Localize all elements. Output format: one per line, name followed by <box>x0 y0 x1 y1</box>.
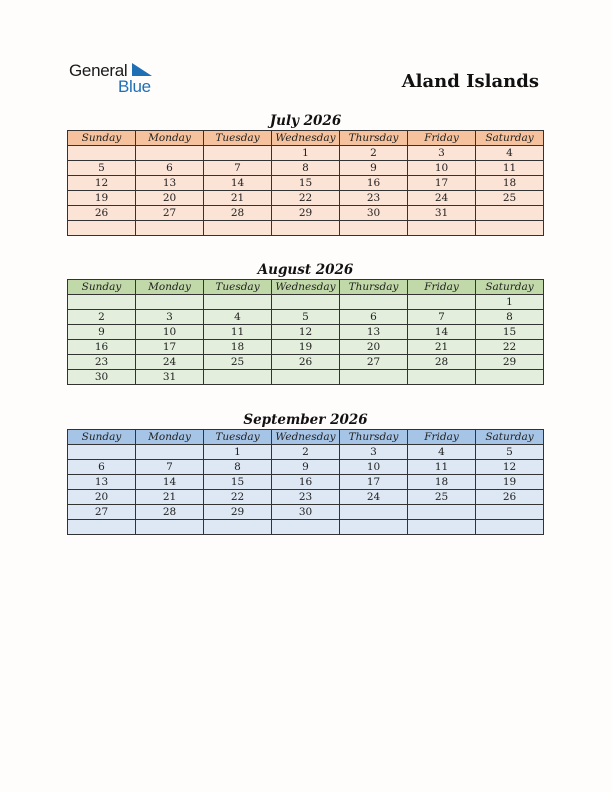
day-cell <box>340 221 408 236</box>
day-cell <box>340 520 408 535</box>
day-cell: 14 <box>136 475 204 490</box>
day-cell: 1 <box>204 445 272 460</box>
day-cell <box>204 520 272 535</box>
day-cell: 31 <box>136 370 204 385</box>
day-cell: 10 <box>408 161 476 176</box>
day-cell: 22 <box>272 191 340 206</box>
day-cell: 24 <box>340 490 408 505</box>
day-cell: 25 <box>476 191 544 206</box>
calendar-grid <box>67 279 544 385</box>
day-cell: 27 <box>340 355 408 370</box>
day-cell <box>408 505 476 520</box>
day-cell: 11 <box>408 460 476 475</box>
day-cell: 6 <box>340 310 408 325</box>
day-cell: 15 <box>204 475 272 490</box>
week-row <box>68 340 544 355</box>
day-cell: 9 <box>340 161 408 176</box>
day-cell: 28 <box>204 206 272 221</box>
day-cell <box>68 146 136 161</box>
day-cell: 25 <box>408 490 476 505</box>
weekday-header: Thursday <box>340 280 408 295</box>
day-cell: 18 <box>408 475 476 490</box>
day-cell: 19 <box>68 191 136 206</box>
week-row <box>68 295 544 310</box>
generalblue-logo <box>69 60 169 96</box>
day-cell: 11 <box>476 161 544 176</box>
day-cell: 8 <box>272 161 340 176</box>
month-july <box>67 112 544 236</box>
day-cell: 27 <box>136 206 204 221</box>
day-cell: 15 <box>272 176 340 191</box>
weekday-header: Friday <box>408 131 476 146</box>
day-cell: 19 <box>476 475 544 490</box>
weekday-header-row <box>68 430 544 445</box>
week-row <box>68 460 544 475</box>
day-cell: 4 <box>204 310 272 325</box>
weekday-header: Tuesday <box>204 280 272 295</box>
week-row <box>68 206 544 221</box>
day-cell: 5 <box>272 310 340 325</box>
day-cell: 28 <box>408 355 476 370</box>
day-cell: 22 <box>204 490 272 505</box>
day-cell: 12 <box>272 325 340 340</box>
day-cell <box>204 221 272 236</box>
day-cell <box>204 146 272 161</box>
day-cell: 20 <box>68 490 136 505</box>
weekday-header: Friday <box>408 430 476 445</box>
day-cell: 16 <box>272 475 340 490</box>
weekday-header: Wednesday <box>272 131 340 146</box>
month-title: July 2026 <box>269 113 342 129</box>
day-cell: 2 <box>68 310 136 325</box>
day-cell <box>408 221 476 236</box>
weekday-header: Thursday <box>340 430 408 445</box>
day-cell: 9 <box>272 460 340 475</box>
day-cell: 6 <box>136 161 204 176</box>
day-cell: 16 <box>340 176 408 191</box>
weekday-header: Sunday <box>68 131 136 146</box>
weekday-header: Friday <box>408 280 476 295</box>
day-cell: 20 <box>340 340 408 355</box>
week-row <box>68 146 544 161</box>
day-cell <box>476 221 544 236</box>
day-cell <box>68 445 136 460</box>
day-cell: 26 <box>476 490 544 505</box>
day-cell <box>408 370 476 385</box>
week-row <box>68 221 544 236</box>
day-cell: 30 <box>272 505 340 520</box>
day-cell: 21 <box>408 340 476 355</box>
day-cell <box>476 520 544 535</box>
day-cell: 29 <box>272 206 340 221</box>
day-cell: 21 <box>136 490 204 505</box>
day-cell <box>136 295 204 310</box>
week-row <box>68 505 544 520</box>
day-cell: 1 <box>476 295 544 310</box>
logo-text-blue: Blue <box>118 77 151 96</box>
month-august <box>67 261 544 385</box>
day-cell <box>68 295 136 310</box>
weekday-header: Thursday <box>340 131 408 146</box>
day-cell: 7 <box>408 310 476 325</box>
day-cell: 13 <box>68 475 136 490</box>
weekday-header: Tuesday <box>204 131 272 146</box>
day-cell <box>136 445 204 460</box>
month-title: August 2026 <box>257 262 354 278</box>
week-row <box>68 490 544 505</box>
day-cell: 17 <box>136 340 204 355</box>
week-row <box>68 355 544 370</box>
week-row <box>68 475 544 490</box>
day-cell: 29 <box>476 355 544 370</box>
day-cell: 17 <box>340 475 408 490</box>
region-title: Aland Islands <box>401 71 539 92</box>
day-cell: 3 <box>408 146 476 161</box>
day-cell: 5 <box>476 445 544 460</box>
day-cell: 14 <box>204 176 272 191</box>
day-cell <box>340 295 408 310</box>
day-cell: 18 <box>204 340 272 355</box>
weekday-header-row <box>68 131 544 146</box>
day-cell: 30 <box>68 370 136 385</box>
day-cell: 24 <box>408 191 476 206</box>
day-cell: 7 <box>136 460 204 475</box>
week-row <box>68 176 544 191</box>
weekday-header-row <box>68 280 544 295</box>
day-cell: 20 <box>136 191 204 206</box>
day-cell: 27 <box>68 505 136 520</box>
day-cell <box>476 206 544 221</box>
weekday-header: Saturday <box>476 430 544 445</box>
day-cell: 29 <box>204 505 272 520</box>
day-cell: 18 <box>476 176 544 191</box>
day-cell <box>476 505 544 520</box>
day-cell: 28 <box>136 505 204 520</box>
day-cell: 5 <box>68 161 136 176</box>
day-cell <box>272 520 340 535</box>
day-cell: 11 <box>204 325 272 340</box>
calendar-grid <box>67 429 544 535</box>
week-row <box>68 370 544 385</box>
day-cell: 31 <box>408 206 476 221</box>
day-cell: 26 <box>272 355 340 370</box>
day-cell: 23 <box>340 191 408 206</box>
day-cell <box>136 520 204 535</box>
day-cell <box>136 221 204 236</box>
weekday-header: Monday <box>136 131 204 146</box>
day-cell: 4 <box>476 146 544 161</box>
day-cell: 4 <box>408 445 476 460</box>
day-cell: 13 <box>136 176 204 191</box>
day-cell <box>68 520 136 535</box>
weekday-header: Monday <box>136 280 204 295</box>
day-cell: 3 <box>136 310 204 325</box>
day-cell <box>204 370 272 385</box>
day-cell: 10 <box>340 460 408 475</box>
weekday-header: Sunday <box>68 430 136 445</box>
day-cell: 10 <box>136 325 204 340</box>
logo-text-general: General <box>69 61 128 80</box>
day-cell: 25 <box>204 355 272 370</box>
day-cell: 23 <box>68 355 136 370</box>
week-row <box>68 191 544 206</box>
day-cell: 2 <box>272 445 340 460</box>
day-cell <box>272 221 340 236</box>
day-cell: 12 <box>68 176 136 191</box>
day-cell: 2 <box>340 146 408 161</box>
week-row <box>68 161 544 176</box>
day-cell: 9 <box>68 325 136 340</box>
day-cell <box>272 370 340 385</box>
month-september <box>67 411 544 535</box>
week-row <box>68 325 544 340</box>
day-cell: 8 <box>204 460 272 475</box>
day-cell: 26 <box>68 206 136 221</box>
day-cell <box>340 370 408 385</box>
week-row <box>68 445 544 460</box>
weekday-header: Wednesday <box>272 430 340 445</box>
day-cell <box>476 370 544 385</box>
day-cell: 7 <box>204 161 272 176</box>
day-cell: 17 <box>408 176 476 191</box>
day-cell: 16 <box>68 340 136 355</box>
day-cell <box>68 221 136 236</box>
day-cell <box>340 505 408 520</box>
day-cell: 24 <box>136 355 204 370</box>
weekday-header: Saturday <box>476 131 544 146</box>
weekday-header: Wednesday <box>272 280 340 295</box>
day-cell: 15 <box>476 325 544 340</box>
week-row <box>68 520 544 535</box>
weekday-header: Sunday <box>68 280 136 295</box>
day-cell <box>408 520 476 535</box>
day-cell <box>204 295 272 310</box>
day-cell <box>136 146 204 161</box>
weekday-header: Tuesday <box>204 430 272 445</box>
day-cell: 23 <box>272 490 340 505</box>
weekday-header: Monday <box>136 430 204 445</box>
day-cell: 22 <box>476 340 544 355</box>
week-row <box>68 310 544 325</box>
day-cell: 14 <box>408 325 476 340</box>
day-cell: 13 <box>340 325 408 340</box>
weekday-header: Saturday <box>476 280 544 295</box>
day-cell <box>408 295 476 310</box>
day-cell <box>272 295 340 310</box>
day-cell: 6 <box>68 460 136 475</box>
day-cell: 1 <box>272 146 340 161</box>
calendar-grid <box>67 130 544 236</box>
day-cell: 21 <box>204 191 272 206</box>
day-cell: 12 <box>476 460 544 475</box>
day-cell: 8 <box>476 310 544 325</box>
day-cell: 30 <box>340 206 408 221</box>
day-cell: 3 <box>340 445 408 460</box>
day-cell: 19 <box>272 340 340 355</box>
month-title: September 2026 <box>243 412 368 428</box>
